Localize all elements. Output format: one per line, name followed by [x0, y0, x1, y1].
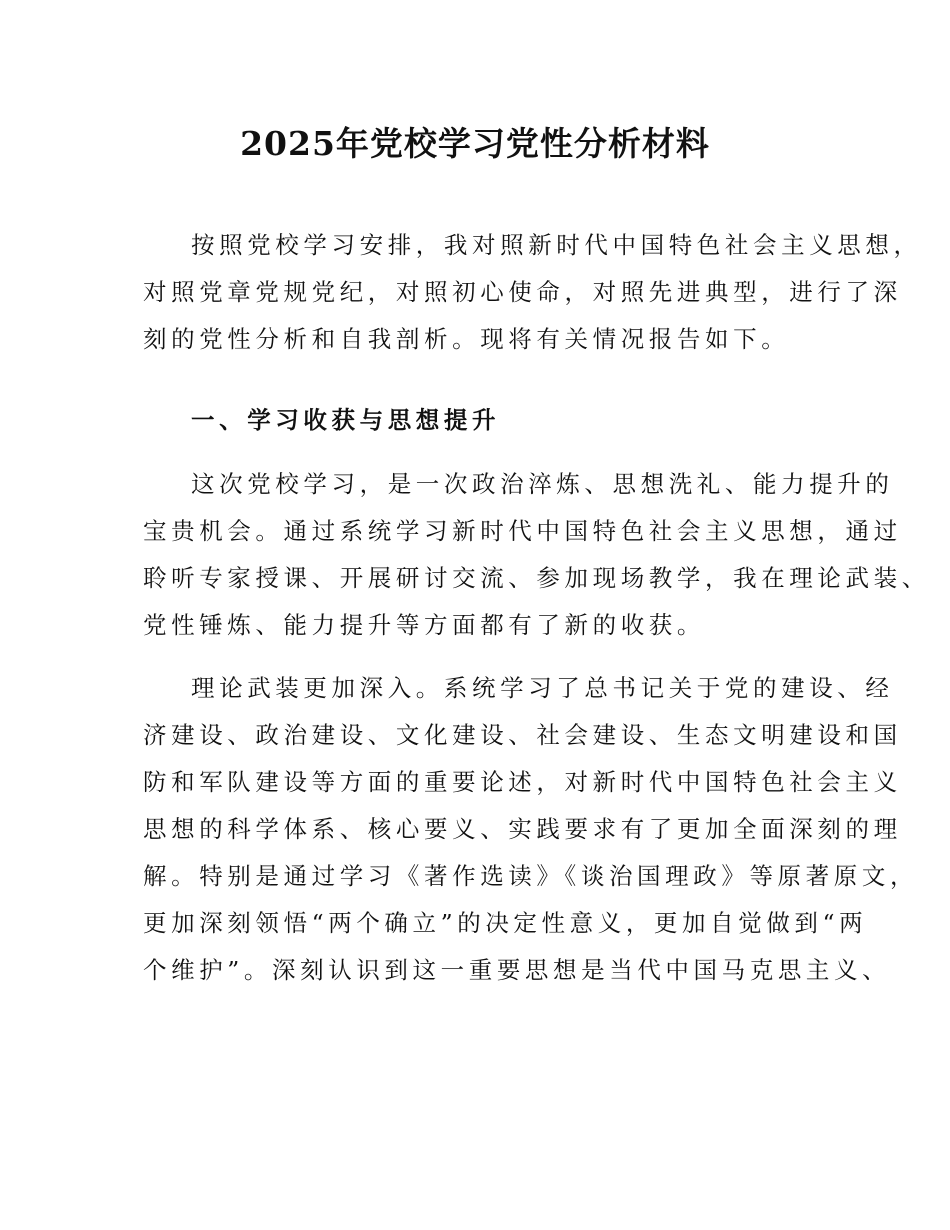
text-line: 刻的党性分析和自我剖析。现将有关情况报告如下。 — [143, 325, 790, 353]
paragraph-intro — [143, 222, 922, 363]
text-line: 理论武装更加深入。系统学习了总书记关于党的建设、经 — [191, 674, 894, 702]
text-line: 对照党章党规党纪，对照初心使命，对照先进典型，进行了深 — [143, 278, 902, 306]
text-line: 党性锤炼、能力提升等方面都有了新的收获。 — [143, 611, 705, 639]
text-line: 个维护”。深刻认识到这一重要思想是当代中国马克思主义、 — [143, 956, 891, 984]
text-line: 按照党校学习安排，我对照新时代中国特色社会主义思想， — [191, 231, 922, 259]
text-line: 宝贵机会。通过系统学习新时代中国特色社会主义思想，通过 — [143, 517, 902, 545]
paragraph-learning — [143, 461, 930, 649]
paragraph-theory — [143, 665, 919, 994]
text-line: 聆听专家授课、开展研讨交流、参加现场教学，我在理论武装、 — [143, 564, 930, 592]
text-line: 解。特别是通过学习《著作选读》《谈治国理政》等原著原文， — [143, 862, 919, 890]
document-title: 2025年党校学习党性分析材料 — [240, 124, 710, 163]
document-body — [143, 222, 930, 1010]
text-line: 思想的科学体系、核心要义、实践要求有了更加全面深刻的理 — [143, 815, 902, 843]
text-line: 这次党校学习，是一次政治淬炼、思想洗礼、能力提升的 — [191, 470, 894, 498]
text-line: 济建设、政治建设、文化建设、社会建设、生态文明建设和国 — [143, 721, 902, 749]
section-heading: 一、学习收获与思想提升 — [191, 406, 501, 434]
text-line: 防和军队建设等方面的重要论述，对新时代中国特色社会主义 — [143, 768, 902, 796]
text-line: 更加深刻领悟“两个确立”的决定性意义，更加自觉做到“两 — [143, 909, 868, 937]
